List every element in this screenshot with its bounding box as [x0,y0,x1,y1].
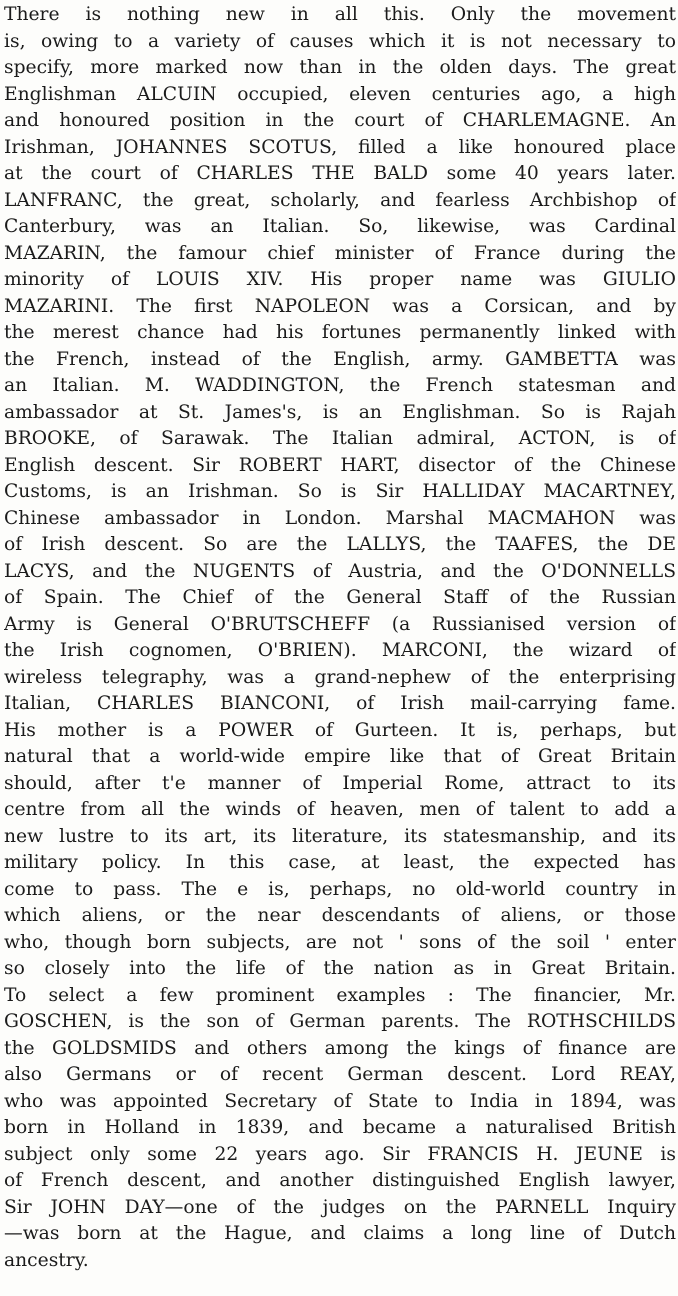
text-line-11: minority of LOUIS XIV. His proper name was GIULIO [4,269,676,290]
text-line-35: which aliens, or the near descendants of aliens, or those [4,905,676,926]
text-line-26: wireless telegraphy, was a grand-nephew of the enterprising [4,666,676,688]
text-line-30: should, after t'e manner of Imperial Rome, attract to its [4,772,676,794]
text-line-47: —was born at the Hague, and claims a long line of Dutch [4,1223,676,1244]
text-line-8: LANFRANC, the great, scholarly, and fearless Archbishop of [4,189,676,211]
text-line-39: GOSCHEN, is the son of German parents. The ROTHSCHILDS [4,1011,676,1032]
text-line-33: military policy. In this case, at least, the expected has [4,852,676,873]
text-line-29: natural that a world-wide empire like that of Great Britain [4,746,676,767]
text-line-20: Chinese ambassador in London. Marshal MACMAHON was [4,507,676,529]
text-line-23: of Spain. The Chief of the General Staff of the Russian [4,587,676,608]
text-line-44: subject only some 22 years ago. Sir FRANCIS H. JEUNE is [4,1143,676,1165]
text-line-17: BROOKE, of Sarawak. The Italian admiral, ACTON, is of [4,428,676,449]
text-line-36: who, though born subjects, are not ' sons of the soil ' enter [4,931,676,953]
text-line-14: the French, instead of the English, army. GAMBETTA was [4,348,676,370]
text-line-12: MAZARINI. The first NAPOLEON was a Corsican, and by [4,295,676,317]
text-line-43: born in Holland in 1839, and became a naturalised British [4,1117,676,1138]
text-line-41: also Germans or of recent German descent. Lord REAY, [4,1064,676,1085]
text-line-24: Army is General O'BRUTSCHEFF (a Russianised version of [4,613,676,635]
text-line-3: specify, more marked now than in the olden days. The great [4,57,676,78]
text-line-46: Sir JOHN DAY—one of the judges on the PARNELL Inquiry [4,1196,676,1218]
text-line-13: the merest chance had his fortunes permanently linked with [4,322,676,343]
text-line-31: centre from all the winds of heaven, men of talent to add a [4,799,676,820]
text-line-9: Canterbury, was an Italian. So, likewise, was Cardinal [4,216,676,237]
text-line-25: the Irish cognomen, O'BRIEN). MARCONI, the wizard of [4,640,676,661]
text-line-15: an Italian. M. WADDINGTON, the French statesman and [4,375,676,396]
text-column [4,2,676,1274]
text-line-10: MAZARIN, the famour chief minister of France during the [4,242,676,264]
text-line-1: There is nothing new in all this. Only the movement [4,4,676,25]
text-line-16: ambassador at St. James's, is an Englishman. So is Rajah [4,401,676,423]
text-line-6: Irishman, JOHANNES SCOTUS, filled a like honoured place [4,136,676,158]
text-line-19: Customs, is an Irishman. So is Sir HALLIDAY MACARTNEY, [4,481,676,502]
text-line-4: Englishman ALCUIN occupied, eleven centuries ago, a high [4,83,676,105]
text-line-28: His mother is a POWER of Gurteen. It is, perhaps, but [4,719,676,741]
text-line-27: Italian, CHARLES BIANCONI, of Irish mail-carrying fame. [4,693,676,714]
text-line-7: at the court of CHARLES THE BALD some 40 years later. [4,163,676,184]
text-line-21: of Irish descent. So are the LALLYS, the TAAFES, the DE [4,534,676,555]
text-line-2: is, owing to a variety of causes which it is not necessary to [4,30,676,52]
text-line-37: so closely into the life of the nation as in Great Britain. [4,958,676,979]
text-line-34: come to pass. The e is, perhaps, no old-world country in [4,878,676,900]
text-line-5: and honoured position in the court of CHARLEMAGNE. An [4,110,676,131]
text-line-22: LACYS, and the NUGENTS of Austria, and the O'DONNELLS [4,560,676,582]
text-line-45: of French descent, and another distinguished English lawyer, [4,1170,676,1191]
text-line-18: English descent. Sir ROBERT HART, disector of the Chinese [4,454,676,476]
text-line-48: ancestry. [4,1249,89,1271]
text-line-40: the GOLDSMIDS and others among the kings of finance are [4,1037,676,1059]
text-line-42: who was appointed Secretary of State to India in 1894, was [4,1090,676,1112]
text-line-32: new lustre to its art, its literature, its statesmanship, and its [4,825,676,847]
text-line-38: To select a few prominent examples : The financier, Mr. [4,984,676,1006]
